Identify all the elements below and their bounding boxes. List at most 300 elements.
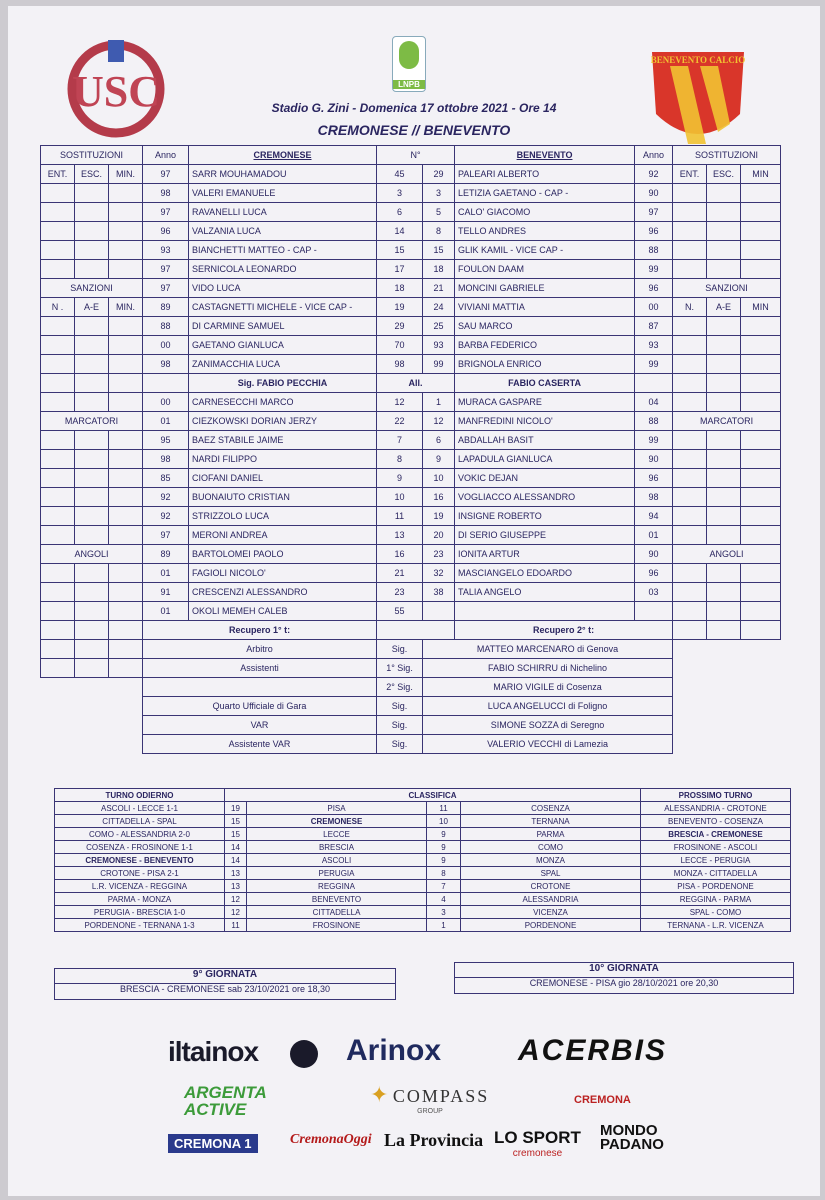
next-match: REGGINA - PARMA (641, 893, 791, 906)
esc-header: ESC. (707, 165, 741, 184)
standing-team: PERUGIA (247, 867, 427, 880)
home-player-anno: 98 (143, 184, 189, 203)
table-row (41, 678, 781, 697)
ent-header: ENT. (673, 165, 707, 184)
home-sub-name: OKOLI MEMEH CALEB (189, 602, 377, 621)
away-sub-name: MANFREDINI NICOLO' (455, 412, 635, 431)
standing-team: ALESSANDRIA (461, 893, 641, 906)
n-header: N . (41, 298, 75, 317)
table-row (41, 735, 781, 754)
away-sub-number: 6 (423, 431, 455, 450)
empty-cell (673, 241, 707, 260)
away-player-number: 5 (423, 203, 455, 222)
away-sub-name: ABDALLAH BASIT (455, 431, 635, 450)
empty-cell (109, 583, 143, 602)
home-coach: Sig. FABIO PECCHIA (189, 374, 377, 393)
ae-header: A-E (75, 298, 109, 317)
empty-cell (75, 355, 109, 374)
min-header: MIN. (109, 298, 143, 317)
empty-cell (741, 450, 781, 469)
away-sub-anno: 90 (635, 545, 673, 564)
empty-cell (673, 488, 707, 507)
empty-cell (41, 184, 75, 203)
empty-cell (75, 526, 109, 545)
table-row (41, 260, 781, 279)
home-sub-number: 10 (377, 488, 423, 507)
home-player-name: BIANCHETTI MATTEO - CAP - (189, 241, 377, 260)
away-player-name: FOULON DAAM (455, 260, 635, 279)
official-name: LUCA ANGELUCCI di Foligno (423, 697, 673, 716)
standing-team: CROTONE (461, 880, 641, 893)
sponsor-iltainox: iltainox (168, 1036, 259, 1067)
table-row (41, 564, 781, 583)
away-sub-number: 23 (423, 545, 455, 564)
home-sub-name: FAGIOLI NICOLO' (189, 564, 377, 583)
sponsor-acerbis: ACERBIS (518, 1034, 668, 1067)
benevento-logo-text: BENEVENTO CALCIO (650, 55, 746, 65)
home-player-anno: 88 (143, 317, 189, 336)
table-row (55, 919, 791, 932)
empty-cell (75, 640, 109, 659)
home-player-anno: 89 (143, 298, 189, 317)
empty-cell (109, 450, 143, 469)
giornata-9-title: 9° GIORNATA (55, 969, 395, 984)
away-player-name: CALO' GIACOMO (455, 203, 635, 222)
empty-cell (41, 621, 75, 640)
table-row (41, 279, 781, 298)
home-sub-anno: 01 (143, 602, 189, 621)
away-player-name: TELLO ANDRES (455, 222, 635, 241)
home-player-name: SERNICOLA LEONARDO (189, 260, 377, 279)
away-sub-name: MASCIANGELO EDOARDO (455, 564, 635, 583)
standing-points: 4 (427, 893, 461, 906)
empty-cell (41, 469, 75, 488)
table-row (55, 789, 791, 802)
away-player-name: GLIK KAMIL - VICE CAP - (455, 241, 635, 260)
sponsor-cremona: CREMONA (574, 1094, 631, 1106)
home-sub-number: 13 (377, 526, 423, 545)
match-info: Stadio G. Zini - Domenica 17 ottobre 2021 - Ore 14 (271, 101, 557, 115)
giornata-10-box (454, 962, 794, 994)
empty-cell (41, 526, 75, 545)
table-row (41, 526, 781, 545)
table-row (41, 393, 781, 412)
lineup-table (40, 145, 781, 754)
table-row (41, 697, 781, 716)
away-player-number: 8 (423, 222, 455, 241)
table-row (41, 374, 781, 393)
away-sub-number: 10 (423, 469, 455, 488)
standing-points: 9 (427, 854, 461, 867)
empty-cell (741, 355, 781, 374)
today-match: PARMA - MONZA (55, 893, 225, 906)
empty-cell (673, 393, 707, 412)
away-player-anno: 96 (635, 222, 673, 241)
home-player-number: 14 (377, 222, 423, 241)
home-sub-number: 11 (377, 507, 423, 526)
empty-cell (75, 659, 109, 678)
empty-cell (75, 241, 109, 260)
official-name: FABIO SCHIRRU di Nichelino (423, 659, 673, 678)
table-row (41, 621, 781, 640)
sponsor-laprovincia: La Provincia (384, 1130, 484, 1150)
away-player-name: PALEARI ALBERTO (455, 165, 635, 184)
today-match: ASCOLI - LECCE 1-1 (55, 802, 225, 815)
away-player-number: 99 (423, 355, 455, 374)
empty-cell (75, 393, 109, 412)
empty-cell (75, 450, 109, 469)
official-role: Assistente VAR (143, 735, 377, 754)
away-sub-anno: 98 (635, 488, 673, 507)
standing-team: LECCE (247, 828, 427, 841)
sponsor-compass (370, 1082, 490, 1115)
empty-cell (741, 526, 781, 545)
sponsor-cremona1: CREMONA 1 (168, 1134, 258, 1153)
away-sub-anno: 94 (635, 507, 673, 526)
home-sub-name: CRESCENZI ALESSANDRO (189, 583, 377, 602)
standing-points: 9 (427, 841, 461, 854)
next-match: TERNANA - L.R. VICENZA (641, 919, 791, 932)
home-player-number: 17 (377, 260, 423, 279)
away-sub-number: 20 (423, 526, 455, 545)
empty-cell (707, 336, 741, 355)
next-match: LECCE - PERUGIA (641, 854, 791, 867)
min-header: MIN. (109, 165, 143, 184)
match-sheet (8, 6, 820, 1196)
empty-cell (455, 602, 635, 621)
home-player-number: 18 (377, 279, 423, 298)
empty-cell (707, 184, 741, 203)
classifica-header: CLASSIFICA (225, 789, 641, 802)
away-player-number: 3 (423, 184, 455, 203)
official-title: 1° Sig. (377, 659, 423, 678)
benevento-logo (648, 44, 748, 156)
away-sub-name: MURACA GASPARE (455, 393, 635, 412)
today-match: COSENZA - FROSINONE 1-1 (55, 841, 225, 854)
table-row (41, 640, 781, 659)
sanzioni-right-header: SANZIONI (673, 279, 781, 298)
table-row (41, 602, 781, 621)
empty-cell (75, 564, 109, 583)
empty-cell (707, 431, 741, 450)
standing-points: 15 (225, 815, 247, 828)
away-player-number: 25 (423, 317, 455, 336)
home-sub-name: BARTOLOMEI PAOLO (189, 545, 377, 564)
min-header: MIN (741, 165, 781, 184)
away-player-anno: 92 (635, 165, 673, 184)
empty-cell (75, 203, 109, 222)
table-row (55, 880, 791, 893)
away-sub-name: VOKIC DEJAN (455, 469, 635, 488)
empty-cell (109, 317, 143, 336)
empty-cell (109, 659, 143, 678)
home-player-number: 3 (377, 184, 423, 203)
table-row (55, 893, 791, 906)
home-player-name: CASTAGNETTI MICHELE - VICE CAP - (189, 298, 377, 317)
empty-cell (741, 184, 781, 203)
angoli-right-header: ANGOLI (673, 545, 781, 564)
standing-team: ASCOLI (247, 854, 427, 867)
empty-cell (75, 469, 109, 488)
empty-cell (741, 488, 781, 507)
esc-header: ESC. (75, 165, 109, 184)
standing-team: TERNANA (461, 815, 641, 828)
empty-cell (635, 374, 673, 393)
empty-cell (707, 317, 741, 336)
away-player-anno: 90 (635, 184, 673, 203)
home-sub-name: MERONI ANDREA (189, 526, 377, 545)
empty-cell (109, 621, 143, 640)
empty-cell (109, 203, 143, 222)
empty-cell (143, 374, 189, 393)
empty-cell (673, 184, 707, 203)
standing-points: 15 (225, 828, 247, 841)
table-row (41, 317, 781, 336)
official-title: 2° Sig. (377, 678, 423, 697)
empty-cell (75, 260, 109, 279)
empty-cell (109, 469, 143, 488)
empty-cell (41, 640, 75, 659)
empty-cell (741, 564, 781, 583)
empty-cell (673, 336, 707, 355)
sponsor-cremonaoggi: CremonaOggi (290, 1132, 372, 1147)
empty-cell (741, 222, 781, 241)
standing-team: REGGINA (247, 880, 427, 893)
empty-cell (741, 621, 781, 640)
away-team-header: BENEVENTO (455, 146, 635, 165)
standing-team: CREMONESE (247, 815, 427, 828)
empty-cell (707, 564, 741, 583)
home-sub-name: NARDI FILIPPO (189, 450, 377, 469)
table-row (41, 431, 781, 450)
all-label: All. (377, 374, 455, 393)
home-player-anno: 96 (143, 222, 189, 241)
empty-cell (41, 222, 75, 241)
table-row (41, 545, 781, 564)
away-player-name: BARBA FEDERICO (455, 336, 635, 355)
home-player-number: 70 (377, 336, 423, 355)
official-name: MATTEO MARCENARO di Genova (423, 640, 673, 659)
away-sub-name: DI SERIO GIUSEPPE (455, 526, 635, 545)
standing-team: PARMA (461, 828, 641, 841)
standing-points: 13 (225, 880, 247, 893)
angoli-left-header: ANGOLI (41, 545, 143, 564)
home-player-name: DI CARMINE SAMUEL (189, 317, 377, 336)
empty-cell (41, 355, 75, 374)
empty-cell (41, 374, 75, 393)
table-row (41, 450, 781, 469)
empty-cell (635, 602, 673, 621)
compass-text: COMPASS (392, 1086, 490, 1106)
today-match: COMO - ALESSANDRIA 2-0 (55, 828, 225, 841)
league-logo (392, 36, 426, 92)
official-role: Quarto Ufficiale di Gara (143, 697, 377, 716)
standing-points: 19 (225, 802, 247, 815)
number-header: N° (377, 146, 455, 165)
min-header: MIN (741, 298, 781, 317)
official-title: Sig. (377, 640, 423, 659)
home-player-anno: 98 (143, 355, 189, 374)
blank (41, 716, 143, 735)
empty-cell (741, 602, 781, 621)
table-row (41, 716, 781, 735)
away-player-number: 29 (423, 165, 455, 184)
empty-cell (41, 317, 75, 336)
empty-cell (707, 469, 741, 488)
empty-cell (41, 241, 75, 260)
losport-text: LO SPORT (494, 1128, 581, 1147)
home-sub-anno: 92 (143, 507, 189, 526)
away-sub-anno: 88 (635, 412, 673, 431)
away-player-name: MONCINI GABRIELE (455, 279, 635, 298)
empty-cell (707, 203, 741, 222)
standing-points: 8 (427, 867, 461, 880)
home-sub-anno: 97 (143, 526, 189, 545)
empty-cell (673, 222, 707, 241)
table-row (41, 488, 781, 507)
empty-cell (75, 507, 109, 526)
empty-cell (707, 583, 741, 602)
home-sub-name: CIOFANI DANIEL (189, 469, 377, 488)
empty-cell (41, 393, 75, 412)
home-player-name: VALERI EMANUELE (189, 184, 377, 203)
empty-cell (707, 260, 741, 279)
home-sub-number: 22 (377, 412, 423, 431)
empty-cell (41, 507, 75, 526)
official-title: Sig. (377, 716, 423, 735)
sponsor-losport (494, 1128, 581, 1159)
empty-cell (673, 507, 707, 526)
empty-cell (673, 203, 707, 222)
home-sub-name: CIEZKOWSKI DORIAN JERZY (189, 412, 377, 431)
home-player-name: ZANIMACCHIA LUCA (189, 355, 377, 374)
empty-cell (41, 260, 75, 279)
giornata-10-text: CREMONESE - PISA gio 28/10/2021 ore 20,30 (529, 978, 719, 988)
home-sub-number: 16 (377, 545, 423, 564)
home-sub-number: 9 (377, 469, 423, 488)
empty-cell (741, 374, 781, 393)
away-player-name: SAU MARCO (455, 317, 635, 336)
empty-cell (673, 583, 707, 602)
standing-points: 11 (427, 802, 461, 815)
sponsor-mondopadano: MONDO PADANO (600, 1122, 664, 1153)
home-sub-number: 55 (377, 602, 423, 621)
standing-points: 3 (427, 906, 461, 919)
home-player-number: 19 (377, 298, 423, 317)
away-sub-number: 32 (423, 564, 455, 583)
table-row (55, 906, 791, 919)
empty-cell (707, 602, 741, 621)
official-role (143, 678, 377, 697)
away-player-anno: 00 (635, 298, 673, 317)
empty-cell (41, 450, 75, 469)
home-player-number: 15 (377, 241, 423, 260)
table-row (41, 355, 781, 374)
empty-cell (41, 488, 75, 507)
away-player-number: 18 (423, 260, 455, 279)
official-role: Arbitro (143, 640, 377, 659)
standing-team: FROSINONE (247, 919, 427, 932)
empty-cell (75, 317, 109, 336)
away-sub-number: 1 (423, 393, 455, 412)
away-sub-name: LAPADULA GIANLUCA (455, 450, 635, 469)
empty-cell (109, 355, 143, 374)
match-title: CREMONESE // BENEVENTO (317, 122, 511, 138)
empty-cell (673, 564, 707, 583)
empty-cell (707, 507, 741, 526)
standing-points: 10 (427, 815, 461, 828)
away-player-anno: 99 (635, 355, 673, 374)
table-row (41, 241, 781, 260)
empty-cell (741, 203, 781, 222)
iltainox-icon (290, 1040, 318, 1068)
empty-cell (741, 507, 781, 526)
compass-icon: ✦ (370, 1082, 389, 1107)
standing-team: MONZA (461, 854, 641, 867)
marcatori-right-header: MARCATORI (673, 412, 781, 431)
empty-cell (109, 526, 143, 545)
empty-cell (41, 583, 75, 602)
standing-team: PORDENONE (461, 919, 641, 932)
recupero-second: Recupero 2° t: (455, 621, 673, 640)
empty-cell (741, 260, 781, 279)
empty-cell (75, 222, 109, 241)
n-header: N. (673, 298, 707, 317)
empty-cell (673, 431, 707, 450)
empty-cell (741, 241, 781, 260)
next-match: BRESCIA - CREMONESE (641, 828, 791, 841)
standings-table (54, 788, 791, 932)
home-sub-anno: 98 (143, 450, 189, 469)
table-row (55, 867, 791, 880)
empty-cell (707, 393, 741, 412)
empty-cell (741, 393, 781, 412)
away-player-name: VIVIANI MATTIA (455, 298, 635, 317)
home-sub-name: CARNESECCHI MARCO (189, 393, 377, 412)
table-row (41, 469, 781, 488)
empty-cell (673, 260, 707, 279)
empty-cell (109, 184, 143, 203)
standing-team: SPAL (461, 867, 641, 880)
table-row (41, 412, 781, 431)
away-player-anno: 97 (635, 203, 673, 222)
standing-points: 14 (225, 841, 247, 854)
standing-points: 14 (225, 854, 247, 867)
away-sub-anno: 04 (635, 393, 673, 412)
home-player-anno: 97 (143, 203, 189, 222)
empty-cell (741, 431, 781, 450)
empty-cell (41, 431, 75, 450)
next-match: MONZA - CITTADELLA (641, 867, 791, 880)
empty-cell (741, 583, 781, 602)
next-match: SPAL - COMO (641, 906, 791, 919)
empty-cell (707, 241, 741, 260)
home-player-name: VIDO LUCA (189, 279, 377, 298)
empty-cell (741, 317, 781, 336)
away-player-name: LETIZIA GAETANO - CAP - (455, 184, 635, 203)
home-player-anno: 93 (143, 241, 189, 260)
away-sub-number: 19 (423, 507, 455, 526)
empty-cell (707, 450, 741, 469)
empty-cell (109, 640, 143, 659)
compass-group-text: GROUP (417, 1108, 443, 1115)
empty-cell (707, 488, 741, 507)
league-logo-text: LNPB (393, 80, 425, 89)
today-match: CREMONESE - BENEVENTO (55, 854, 225, 867)
home-sub-number: 21 (377, 564, 423, 583)
next-match: FROSINONE - ASCOLI (641, 841, 791, 854)
away-sub-anno: 96 (635, 564, 673, 583)
